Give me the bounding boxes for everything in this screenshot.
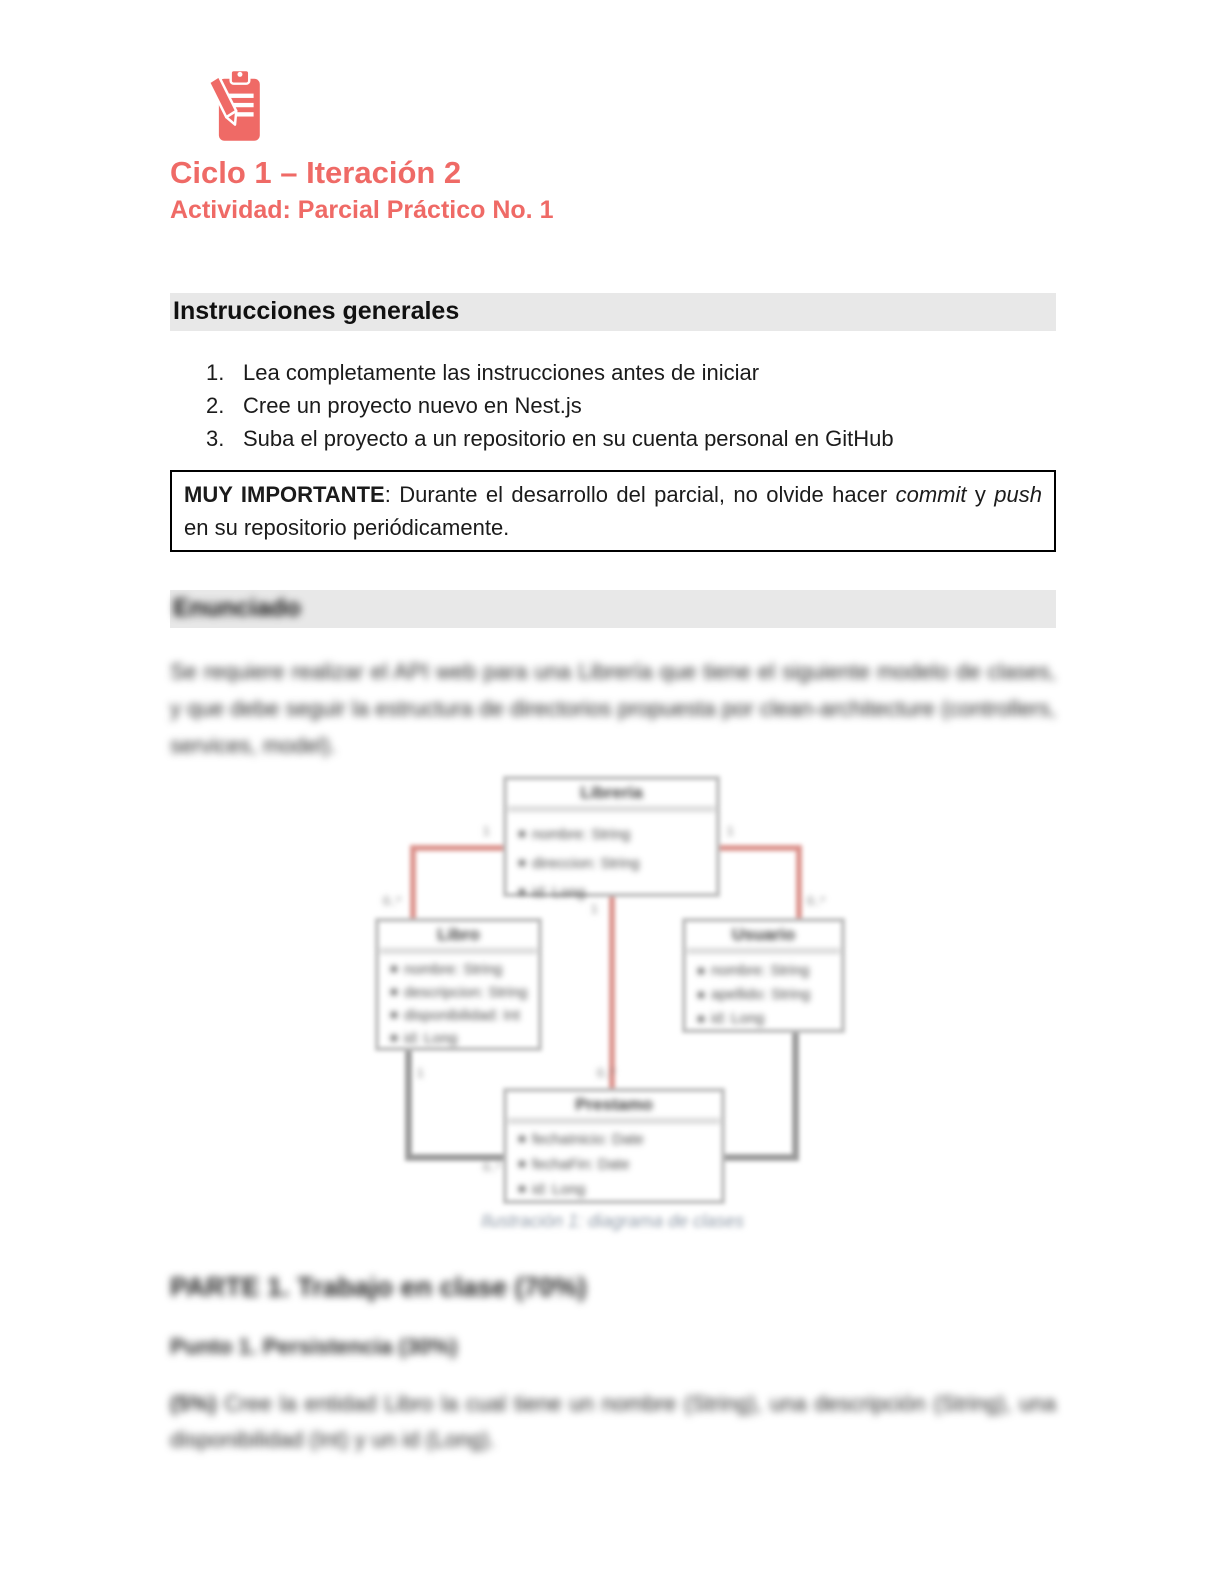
important-text: en su repositorio periódicamente. (184, 514, 510, 540)
figure-caption: Ilustración 1: diagrama de clases (480, 1210, 745, 1231)
section-bar-instrucciones (170, 293, 1056, 331)
section-bar-enunciado (170, 590, 1056, 628)
parte1-heading: PARTE 1. Trabajo en clase (70%) (170, 1271, 587, 1302)
punto1-heading: Punto 1. Persistencia (30%) (170, 1333, 458, 1359)
multiplicity-label: 1 (727, 823, 734, 838)
list-item (170, 422, 1056, 455)
multiplicity-label: 1 (483, 823, 490, 838)
class-attribute: fechaFin: Date (519, 1152, 721, 1177)
important-italic-push: push (994, 481, 1042, 507)
list-item-number: 1. (206, 359, 225, 385)
instructions-list (170, 356, 1056, 455)
class-attribute: nombre: String (519, 820, 716, 849)
multiplicity-label: 0..* (483, 1159, 502, 1174)
multiplicity-label: 0..* (597, 1065, 616, 1080)
enunciado-paragraph: Se requiere realizar el API web para una Librería que tiene el siguiente modelo de clases, y que debe seguir la estructura de directorios propuesta por clean-architecture (controllers, services, model). (170, 658, 1056, 758)
important-text: : Durante el desarrollo del parcial, no olvide hacer (384, 481, 896, 507)
class-name: Usuario (686, 922, 841, 953)
class-diagram (375, 776, 850, 1208)
punto1-text: Cree la entidad Libro la cual tiene un nombre (String), una descripción (String), una disponibilidad (Int) y un id (Long). (170, 1390, 1056, 1452)
class-name: Libreria (507, 780, 716, 811)
multiplicity-label: 1 (417, 1065, 424, 1080)
list-item-number: 2. (206, 392, 225, 418)
association-line (796, 845, 802, 918)
association-line (410, 845, 416, 918)
class-box-usuario (682, 918, 845, 1033)
page-subtitle: Actividad: Parcial Práctico No. 1 (170, 195, 554, 224)
important-italic-commit: commit (895, 481, 967, 507)
association-line (718, 845, 802, 851)
punto1-paragraph (170, 1386, 1056, 1458)
class-attribute: nombre: String (698, 959, 841, 983)
association-line (792, 1033, 799, 1161)
list-item-text: Suba el proyecto a un repositorio en su cuenta personal en GitHub (243, 425, 894, 451)
list-item (170, 389, 1056, 422)
class-attribute: id: Long (519, 1177, 721, 1202)
list-item-text: Cree un proyecto nuevo en Nest.js (243, 392, 582, 418)
class-attribute: fechaInicio: Date (519, 1127, 721, 1152)
class-attribute: nombre: String (391, 958, 538, 981)
list-item-number: 3. (206, 425, 225, 451)
class-attribute: id: Long (698, 1007, 841, 1031)
section-heading-instrucciones: Instrucciones generales (173, 297, 460, 326)
clipboard-pencil-icon (204, 66, 266, 146)
class-attribute: disponibilidad: Int (391, 1004, 538, 1027)
multiplicity-label: 1 (591, 901, 598, 916)
section-heading-enunciado: Enunciado (173, 594, 301, 623)
class-box-libro (375, 918, 542, 1051)
class-attribute: descripcion: String (391, 981, 538, 1004)
class-attribute: apellido: String (698, 983, 841, 1007)
class-name: Prestamo (507, 1092, 721, 1123)
multiplicity-label: 0..* (807, 893, 826, 908)
page-title: Ciclo 1 – Iteración 2 (170, 155, 462, 190)
association-line (410, 845, 505, 851)
list-item-text: Lea completamente las instrucciones antes de iniciar (243, 359, 760, 385)
important-label: MUY IMPORTANTE (184, 481, 385, 507)
document-header (170, 66, 1056, 225)
important-note-box (170, 470, 1056, 552)
class-attribute: direccion: String (519, 849, 716, 878)
class-attribute: id: Long (391, 1027, 538, 1050)
association-line (725, 1154, 799, 1161)
association-line (609, 897, 615, 1088)
class-name: Libro (379, 922, 538, 953)
association-line (405, 1051, 412, 1161)
list-item (170, 356, 1056, 389)
important-text: y (966, 481, 995, 507)
multiplicity-label: 0..* (383, 893, 402, 908)
class-attribute: id: Long (519, 878, 716, 907)
grade-weight: (5%) (170, 1390, 217, 1416)
class-box-prestamo (503, 1088, 725, 1204)
class-box-libreria (503, 776, 720, 901)
